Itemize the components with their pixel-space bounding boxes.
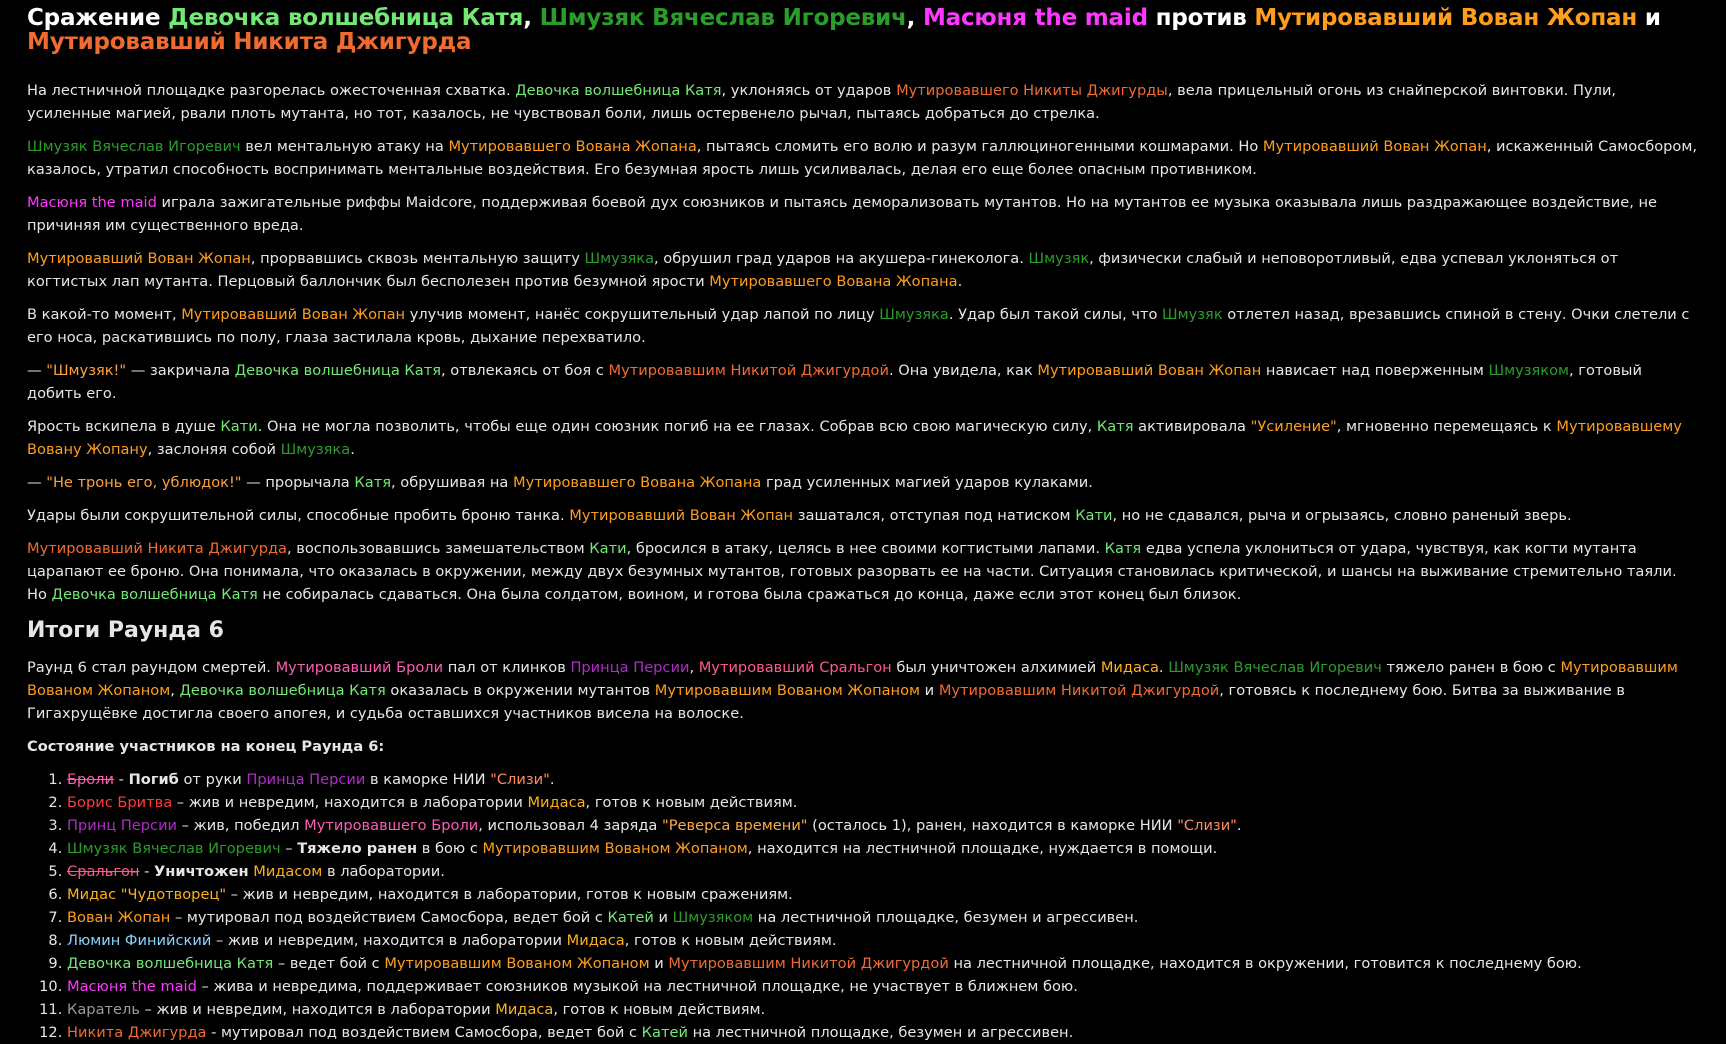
paragraph-rage [27,415,1700,461]
name-midas: Мидас "Чудотворец" [67,886,227,903]
name-vovan: Мутировавшим Вованом Жопаном [654,682,921,699]
text-run: , готовясь к последнему бою. Битва за выживание в Гигахрущёвке достигла своего апогея, и судьба оставшихся участников висела на волоске. [27,682,1625,722]
name-slizi: "Слизи" [1177,817,1237,834]
status-heading [27,735,1700,758]
text-run: Уничтожен [154,863,249,880]
text-run: , [689,659,699,676]
paragraph-round-summary [27,656,1700,725]
text-run: , обрушивая на [390,474,514,491]
text-run: — закричала [126,362,235,379]
name-vovan: Вован Жопан [67,909,171,926]
name-vovan: Мутировавшего Вована Жопана [448,138,697,155]
text-run: , но не сдавался, рыча и огрызаясь, словно раненый зверь. [1112,507,1572,524]
name-karatel: Каратель [67,1001,140,1018]
name-masyunya: Масюня the maid [27,194,157,211]
name-katya: Катя [1096,418,1134,435]
text-run: на лестничной площадке, безумен и агрессивен. [753,909,1139,926]
text-run: в каморке НИИ [365,771,491,788]
name-nikita: Мутировавшим Никитой Джигурдой [608,362,889,379]
text-run: , готов к новым действиям. [553,1001,766,1018]
participants-list [27,768,1700,1044]
text-run: на лестничной площадке, безумен и агрессивен. [687,1024,1074,1041]
name-usilenie: "Усиление" [1250,418,1337,435]
name-katya: Девочка волшебница Катя [51,586,258,603]
paragraph-blows [27,504,1700,527]
name-shmuzyak: Шмузяк Вячеслав Игоревич [67,840,281,857]
name-midas: Мидасом [253,863,323,880]
name-shmuzyak: Шмузяка [280,441,351,458]
name-shmuzyak: Шмузяк [1028,250,1090,267]
text-run: - [114,771,129,788]
participant-item [67,791,1700,814]
text-run: . [549,771,555,788]
participant-item [67,906,1700,929]
participant-item [67,860,1700,883]
text-run: , заслоняя собой [147,441,281,458]
name-vovan: Мутировавшего Вована Жопана [513,474,762,491]
text-run: В какой-то момент, [27,306,182,323]
name-shmuzyak: Шмузяк [1162,306,1223,323]
text-run: и [920,682,939,699]
paragraph-mental-attack [27,135,1700,181]
text-run: играла зажигательные риффы Maidcore, поддерживая боевой дух союзников и пытаясь деморализовать мутантов. Но на мутантов ее музыка оказывала лишь раздражающее воздействие, не причиняя им существенного вреда. [27,194,1658,234]
text-run: , физически слабый и неповоротливый, едва успевал уклоняться от когтистых лап мутанта. Перцовый баллончик был бесполезен против безумной ярости [27,250,1619,290]
text-run: Удары были сокрушительной силы, способные пробить броню танка. [27,507,570,524]
text-run: (осталось 1), ранен, находится в каморке НИИ [807,817,1178,834]
text-run: оказалась в окружении мутантов [385,682,655,699]
name-reverse: "Реверса времени" [662,817,808,834]
name-broli: Броли [67,771,115,788]
text-run: Состояние участников на конец Раунда 6: [27,738,385,755]
name-nikita: Мутировавшим Никитой Джигурдой [668,955,949,972]
text-run: – ведет бой с [273,955,385,972]
text-run: от руки [178,771,247,788]
text-run: , пытаясь сломить его волю и разум галлюциногенными кошмарами. Но [696,138,1263,155]
name-midas: Мидаса [527,794,586,811]
name-vovan: Мутировавшего Вована Жопана [709,273,958,290]
text-run: и [1637,5,1661,31]
text-run: . [350,441,355,458]
text-run: едва успела уклониться от удара, чувствуя, как когти мутанта царапают ее броню. Она понимала, что оказалась в окружении, между двух безумных мутантов, готовых разорвать ее на части. Ситуация становилась критической, и шансы на выживание стремительно таяли. Но [27,540,1677,603]
battle-title [27,6,1700,54]
text-run: . [1158,659,1169,676]
paragraph-maidcore [27,191,1700,237]
participant-item [67,952,1700,975]
text-run: Сражение [27,5,169,31]
text-run: , прорвавшись сквозь ментальную защиту [250,250,585,267]
name-vovan: Мутировавший Вован Жопан [1254,5,1638,31]
participant-item [67,975,1700,998]
text-run: и [653,909,673,926]
text-run: - [139,863,155,880]
round-summary-heading [27,616,1700,646]
name-vovan: Мутировавший Вован Жопан [27,250,251,267]
text-run: . [1236,817,1242,834]
text-run: . [957,273,963,290]
text-run: на лестничной площадке, находится в окружении, готовится к последнему бою. [948,955,1582,972]
text-run: – жив и невредим, находится в лаборатории [211,932,567,949]
name-katya: Катя [1104,540,1142,557]
text-run: , [170,682,180,699]
participant-item [67,1021,1700,1044]
name-katya: Девочка волшебница Катя [234,362,441,379]
name-katya: Катей [641,1024,688,1041]
name-vovan: Мутировавшим Вованом Жопаном [27,659,1678,699]
text-run: , вела прицельный огонь из снайперской винтовки. Пули, усиленные магией, рвали плоть мутанта, но тот, казалось, не чувствовал боли, лишь остервенело рычал, пытаясь добраться до стрелка. [27,82,1617,122]
participant-item [67,768,1700,791]
text-run: - мутировал под воздействием Самосбора, ведет бой с [206,1024,642,1041]
name-katya: Кати [1075,507,1113,524]
text-run: , воспользовавшись замешательством [287,540,590,557]
name-persia: Принц Персии [67,817,178,834]
name-nikita: Мутировавшим Никитой Джигурдой [938,682,1220,699]
text-run: . Удар был такой силы, что [948,306,1163,323]
text-run: тяжело ранен в бою с [1381,659,1561,676]
text-run: Ярость вскипела в душе [27,418,221,435]
name-shmuzyak: Шмузяка [584,250,655,267]
name-vovan: Мутировавший Вован Жопан [181,306,406,323]
name-nikita: Мутировавший Никита Джигурда [27,29,472,55]
text-run: против [1147,5,1255,31]
paragraph-sniper [27,79,1700,125]
paragraph-breakthrough [27,247,1700,293]
text-run: – мутировал под воздействием Самосбора, ведет бой с [170,909,608,926]
text-run: , использовал 4 заряда [478,817,662,834]
text-run: , готовый добить его. [27,362,1642,402]
paragraph-surrounded [27,537,1700,606]
name-shmuzyak: Шмузяком [1488,362,1570,379]
name-boris: Борис Бритва [67,794,173,811]
name-katya: Девочка волшебница Катя [515,82,722,99]
text-run: отлетел назад, врезавшись спиной в стену. Очки слетели с его носа, раскатившись по полу, глаза застилала кровь, дыхание перехватило. [27,306,1690,346]
text-run: нависает над поверженным [1261,362,1489,379]
text-run: активировала [1133,418,1251,435]
name-persia: Принца Персии [570,659,690,676]
text-run: был уничтожен алхимией [891,659,1101,676]
name-nikita: Мутировавший Никита Джигурда [27,540,287,557]
text-run: — [27,474,47,491]
participant-item [67,998,1700,1021]
name-shmuzyak: Шмузяк Вячеслав Игоревич [27,138,241,155]
text-run: в лаборатории. [322,863,445,880]
name-masyunya: Масюня the maid [922,5,1148,31]
name-slizi: "Слизи" [490,771,550,788]
text-run: и [649,955,669,972]
text-run: Тяжело ранен [297,840,418,857]
name-shmuzyak: Шмузяком [672,909,754,926]
text-run: вел ментальную атаку на [240,138,449,155]
text-run: – жив, победил [177,817,305,834]
name-masyunya: Масюня the maid [67,978,197,995]
text-run: в бою с [417,840,483,857]
text-run: , бросился в атаку, целясь в нее своими когтистыми лапами. [626,540,1105,557]
name-nikita: Никита Джигурда [67,1024,207,1041]
name-vovan: Мутировавшим Вованом Жопаном [384,955,650,972]
name-lyumin: Люмин Финийский [67,932,212,949]
text-run: — прорычала [241,474,355,491]
name-ralgon: Сральгон [67,863,140,880]
name-shmuzyak: Шмузяк Вячеслав Игоревич [1168,659,1382,676]
text-run: Итоги Раунда 6 [27,618,224,643]
name-katya: Девочка волшебница Катя [179,682,386,699]
text-run: , уклоняясь от ударов [721,82,897,99]
name-midas: Мидаса [1100,659,1159,676]
participant-item [67,929,1700,952]
name-vovan: Мутировавший Вован Жопан [1262,138,1487,155]
paragraph-scream [27,359,1700,405]
name-broli: Мутировавшего Броли [304,817,479,834]
text-run: , готов к новым действиям. [624,932,837,949]
name-midas: Мидаса [495,1001,554,1018]
name-katya: Кати [220,418,258,435]
name-katya: Девочка волшебница Катя [168,5,524,31]
participant-item [67,814,1700,837]
name-katya: Катей [607,909,654,926]
name-shmuzyak_quote: "Шмузяк!" [46,362,127,379]
text-run: , искаженный Самосбором, казалось, утратил способность воспринимать ментальные воздействия. Его безумная ярость лишь усиливалась, делая его еще более опасным противником. [27,138,1698,178]
name-vovan: Мутировавший Вован Жопан [569,507,794,524]
text-run: – [280,840,298,857]
text-run: На лестничной площадке разгорелась ожесточенная схватка. [27,82,516,99]
text-run: , мгновенно перемещаясь к [1336,418,1557,435]
text-run: Раунд 6 стал раундом смертей. [27,659,276,676]
text-run: Погиб [128,771,179,788]
text-run: , [906,5,923,31]
name-ne_tron: "Не тронь его, ублюдок!" [46,474,242,491]
name-katya: Девочка волшебница Катя [67,955,274,972]
text-run: не собиралась сдаваться. Она была солдатом, воином, и готова была сражаться до конца, даже если этот конец был близок. [257,586,1242,603]
name-vovan: Мутировавший Вован Жопан [1037,362,1262,379]
text-run: , готов к новым действиям. [585,794,798,811]
text-run: зашатался, отступая под натиском [793,507,1076,524]
name-katya: Катя [354,474,391,491]
participant-item [67,883,1700,906]
text-run: , отвлекаясь от боя с [441,362,609,379]
paragraph-strike [27,303,1700,349]
participant-item [67,837,1700,860]
text-run: – жива и невредима, поддерживает союзников музыкой на лестничной площадке, не участвует в ближнем бою. [196,978,1078,995]
text-run: – жив и невредим, находится в лаборатории [139,1001,496,1018]
name-shmuzyak: Шмузяк Вячеслав Игоревич [539,5,907,31]
name-shmuzyak: Шмузяка [879,306,949,323]
name-katya: Кати [589,540,627,557]
name-ralgon: Мутировавший Сральгон [698,659,892,676]
name-broli: Мутировавший Броли [275,659,444,676]
text-run: . Она не могла позволить, чтобы еще один союзник погиб на ее глазах. Собрав всю свою магическую силу, [257,418,1097,435]
text-run: град усиленных магией ударов кулаками. [761,474,1093,491]
text-run: пал от клинков [443,659,571,676]
name-vovan: Мутировавшим Вованом Жопаном [482,840,748,857]
name-vovan: Мутировавшему Вовану Жопану [27,418,1682,458]
name-nikita: Мутировавшего Никиты Джигурды [896,82,1168,99]
text-run: , обрушил град ударов на акушера-гинеколога. [654,250,1029,267]
text-run: – жив и невредим, находится в лаборатории, готов к новым сражениям. [226,886,793,903]
text-run: — [27,362,47,379]
text-run: , [523,5,540,31]
text-run: , находится на лестничной площадке, нуждается в помощи. [747,840,1218,857]
name-midas: Мидаса [566,932,625,949]
text-run: улучив момент, нанёс сокрушительный удар лапой по лицу [405,306,880,323]
text-run: – жив и невредим, находится в лаборатории [172,794,528,811]
text-run: . Она увидела, как [888,362,1038,379]
paragraph-growl [27,471,1700,494]
name-persia: Принца Персии [246,771,366,788]
